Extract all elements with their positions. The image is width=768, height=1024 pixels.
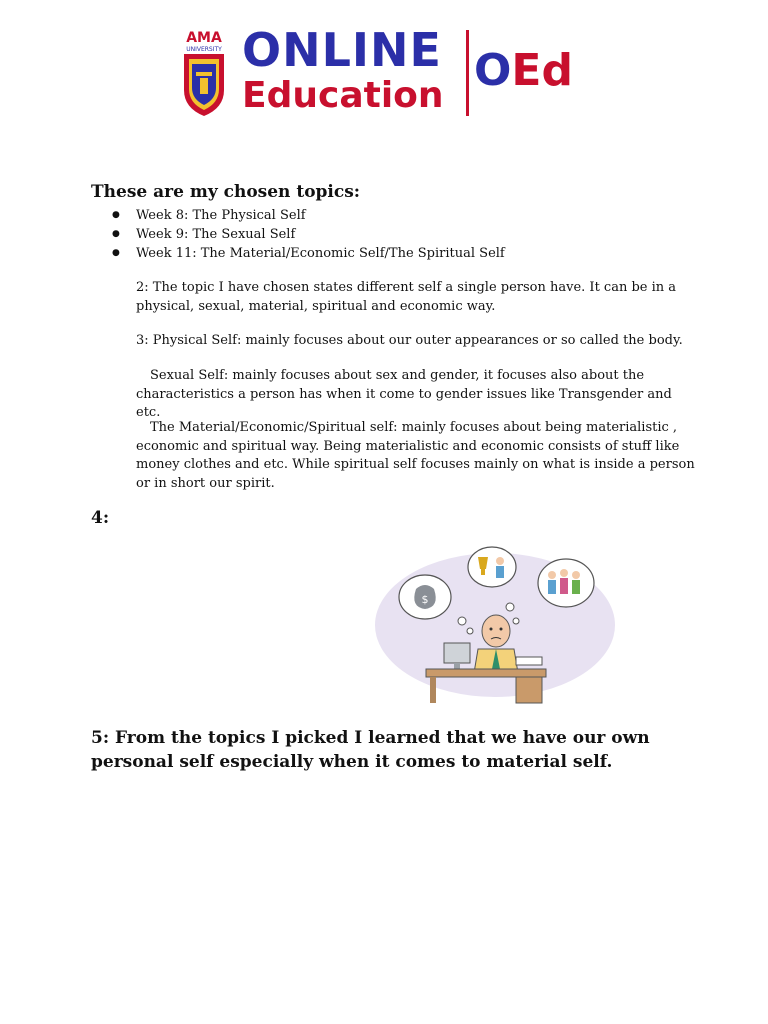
thinking-man-illustration (370, 545, 620, 710)
logo-online-text: ONLINE (242, 23, 442, 77)
ama-university-seal (178, 28, 230, 118)
answer-2-paragraph: 2: The topic I have chosen states different self a single person have. It can be in a physical, sexual, material, spiritual and economic way. (136, 280, 677, 314)
people-group-icon (538, 559, 594, 607)
logo-divider (466, 30, 469, 116)
logo-education-text: Education (242, 75, 444, 116)
topic-item: ● Week 8: The Physical Self (112, 206, 505, 225)
topics-heading: These are my chosen topics: (91, 182, 361, 202)
money-bag-icon (399, 575, 451, 619)
logo-oed-o: O (474, 45, 512, 96)
answer-3-sexual-self: Sexual Self: mainly focuses about sex and gender, it focuses also about the characteristics a person has when it come to gender issues like Transgender and etc. (136, 368, 672, 420)
svg-text:$: $ (421, 593, 429, 606)
answer-3-material-spiritual-self: The Material/Economic/Spiritual self: mainly focuses about being materialistic , economic and spiritual way. Being materialistic and economic consists of stuff like money clothes and etc. While spiritual self focuses mainly on what is inside a person or in short our spirit. (136, 420, 695, 491)
answer-5-conclusion: 5: From the topics I picked I learned that we have our own personal self especially when it comes to material self. (91, 728, 650, 772)
topics-list (112, 206, 505, 263)
trophy-icon (468, 547, 516, 587)
topic-item: ● Week 9: The Sexual Self (112, 225, 505, 244)
section-4-label: 4: (91, 508, 110, 528)
topic-item: ● Week 11: The Material/Economic Self/The Spiritual Self (112, 244, 505, 263)
svg-text:UNIVERSITY: UNIVERSITY (186, 46, 222, 53)
svg-text:AMA: AMA (186, 30, 222, 46)
answer-3-physical-self: 3: Physical Self: mainly focuses about our outer appearances or so called the body. (136, 333, 683, 348)
online-education-logo (178, 24, 598, 120)
logo-oed-text (474, 46, 573, 96)
logo-oed-ed: Ed (511, 45, 573, 96)
